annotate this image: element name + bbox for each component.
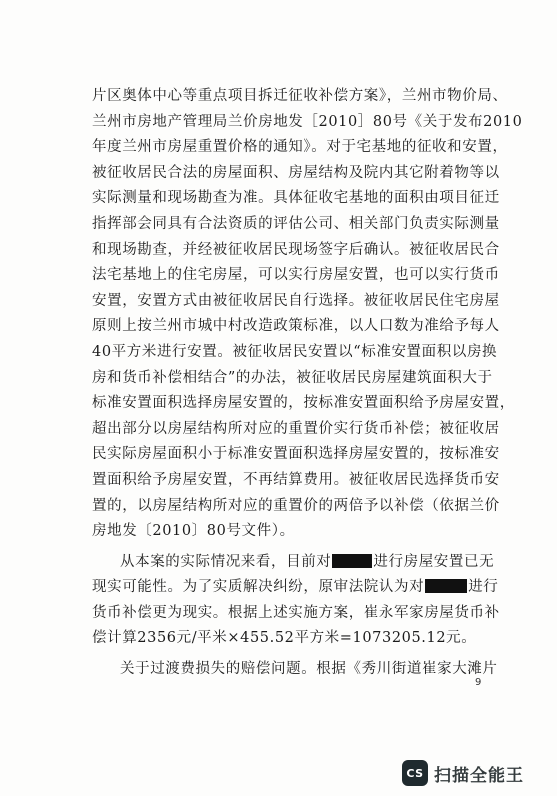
redaction-bar: [332, 554, 372, 568]
text-line: 兰州市房地产管理局兰价房地发［2010］80号《关于发布2010: [92, 113, 523, 130]
text-line: 置的，以房屋结构所对应的重置价的两倍予以补偿（依据兰价: [92, 497, 500, 514]
text-fragment: 进行房屋安置已无: [373, 553, 495, 570]
paragraph-line: [92, 550, 495, 576]
logo-text: CS: [406, 766, 424, 780]
page-number: 9: [475, 677, 482, 688]
scanner-watermark: [402, 760, 524, 786]
paragraph-line: [92, 575, 499, 601]
text-line: 被征收居民合法的房屋面积、房屋结构及院内其它附着物等以: [92, 164, 500, 181]
text-line: 安置，安置方式由被征收居民自行选择。被征收居民住宅房屋: [92, 292, 500, 309]
text-line: 货币补偿更为现实。根据上述实施方案，崔永军家房屋货币补: [92, 604, 500, 621]
text-line: 房地发〔2010〕80号文件）。: [92, 523, 295, 540]
text-fragment: 现实可能性。为了实质解决纠纷，原审法院认为对: [92, 579, 425, 596]
text-line: 年度兰州市房屋重置价格的通知》。对于宅基地的征收和安置，: [92, 139, 508, 156]
text-line: 关于过渡费损失的赔偿问题。根据《秀川街道崔家大滩片: [120, 661, 498, 678]
text-line: 民实际房屋面积小于标准安置面积选择房屋安置的，按标准安: [92, 446, 500, 463]
text-line: 40平方米进行安置。被征收居民安置以“标准安置面积以房换: [92, 343, 498, 360]
text-line: 房和货币补偿相结合”的办法，被征收居民房屋建筑面积大于: [92, 369, 493, 386]
text-line: 指挥部会同具有合法资质的评估公司、相关部门负责实际测量: [92, 215, 500, 232]
watermark-text: 扫描全能王: [434, 765, 524, 786]
text-line: 原则上按兰州市城中村改造政策标准，以人口数为准给予每人: [92, 318, 500, 335]
text-line: 法宅基地上的住宅房屋，可以实行房屋安置，也可以实行货币: [92, 267, 500, 284]
text-line: 标准安置面积选择房屋安置的，按标准安置面积给予房屋安置，: [92, 395, 515, 412]
text-line: 片区奥体中心等重点项目拆迁征收补偿方案》，兰州市物价局、: [92, 88, 508, 104]
camscanner-logo-icon: [402, 760, 428, 786]
text-line: 和现场勘查，并经被征收居民现场签字后确认。被征收居民合: [92, 241, 500, 258]
redaction-bar: [425, 579, 467, 593]
document-body: [92, 84, 523, 683]
text-line: 超出部分以房屋结构所对应的重置价实行货币补偿；被征收居: [92, 420, 500, 437]
text-line: 置面积给予房屋安置，不再结算费用。被征收居民选择货币安: [92, 471, 500, 488]
text-fragment: 从本案的实际情况来看，目前对: [120, 553, 332, 570]
text-line: 实际测量和现场勘查为准。具体征收宅基地的面积由项目征迁: [92, 190, 500, 207]
text-fragment: 进行: [468, 579, 499, 596]
text-line: 偿计算2356元/平米×455.52平方米=1073205.12元。: [92, 630, 477, 647]
